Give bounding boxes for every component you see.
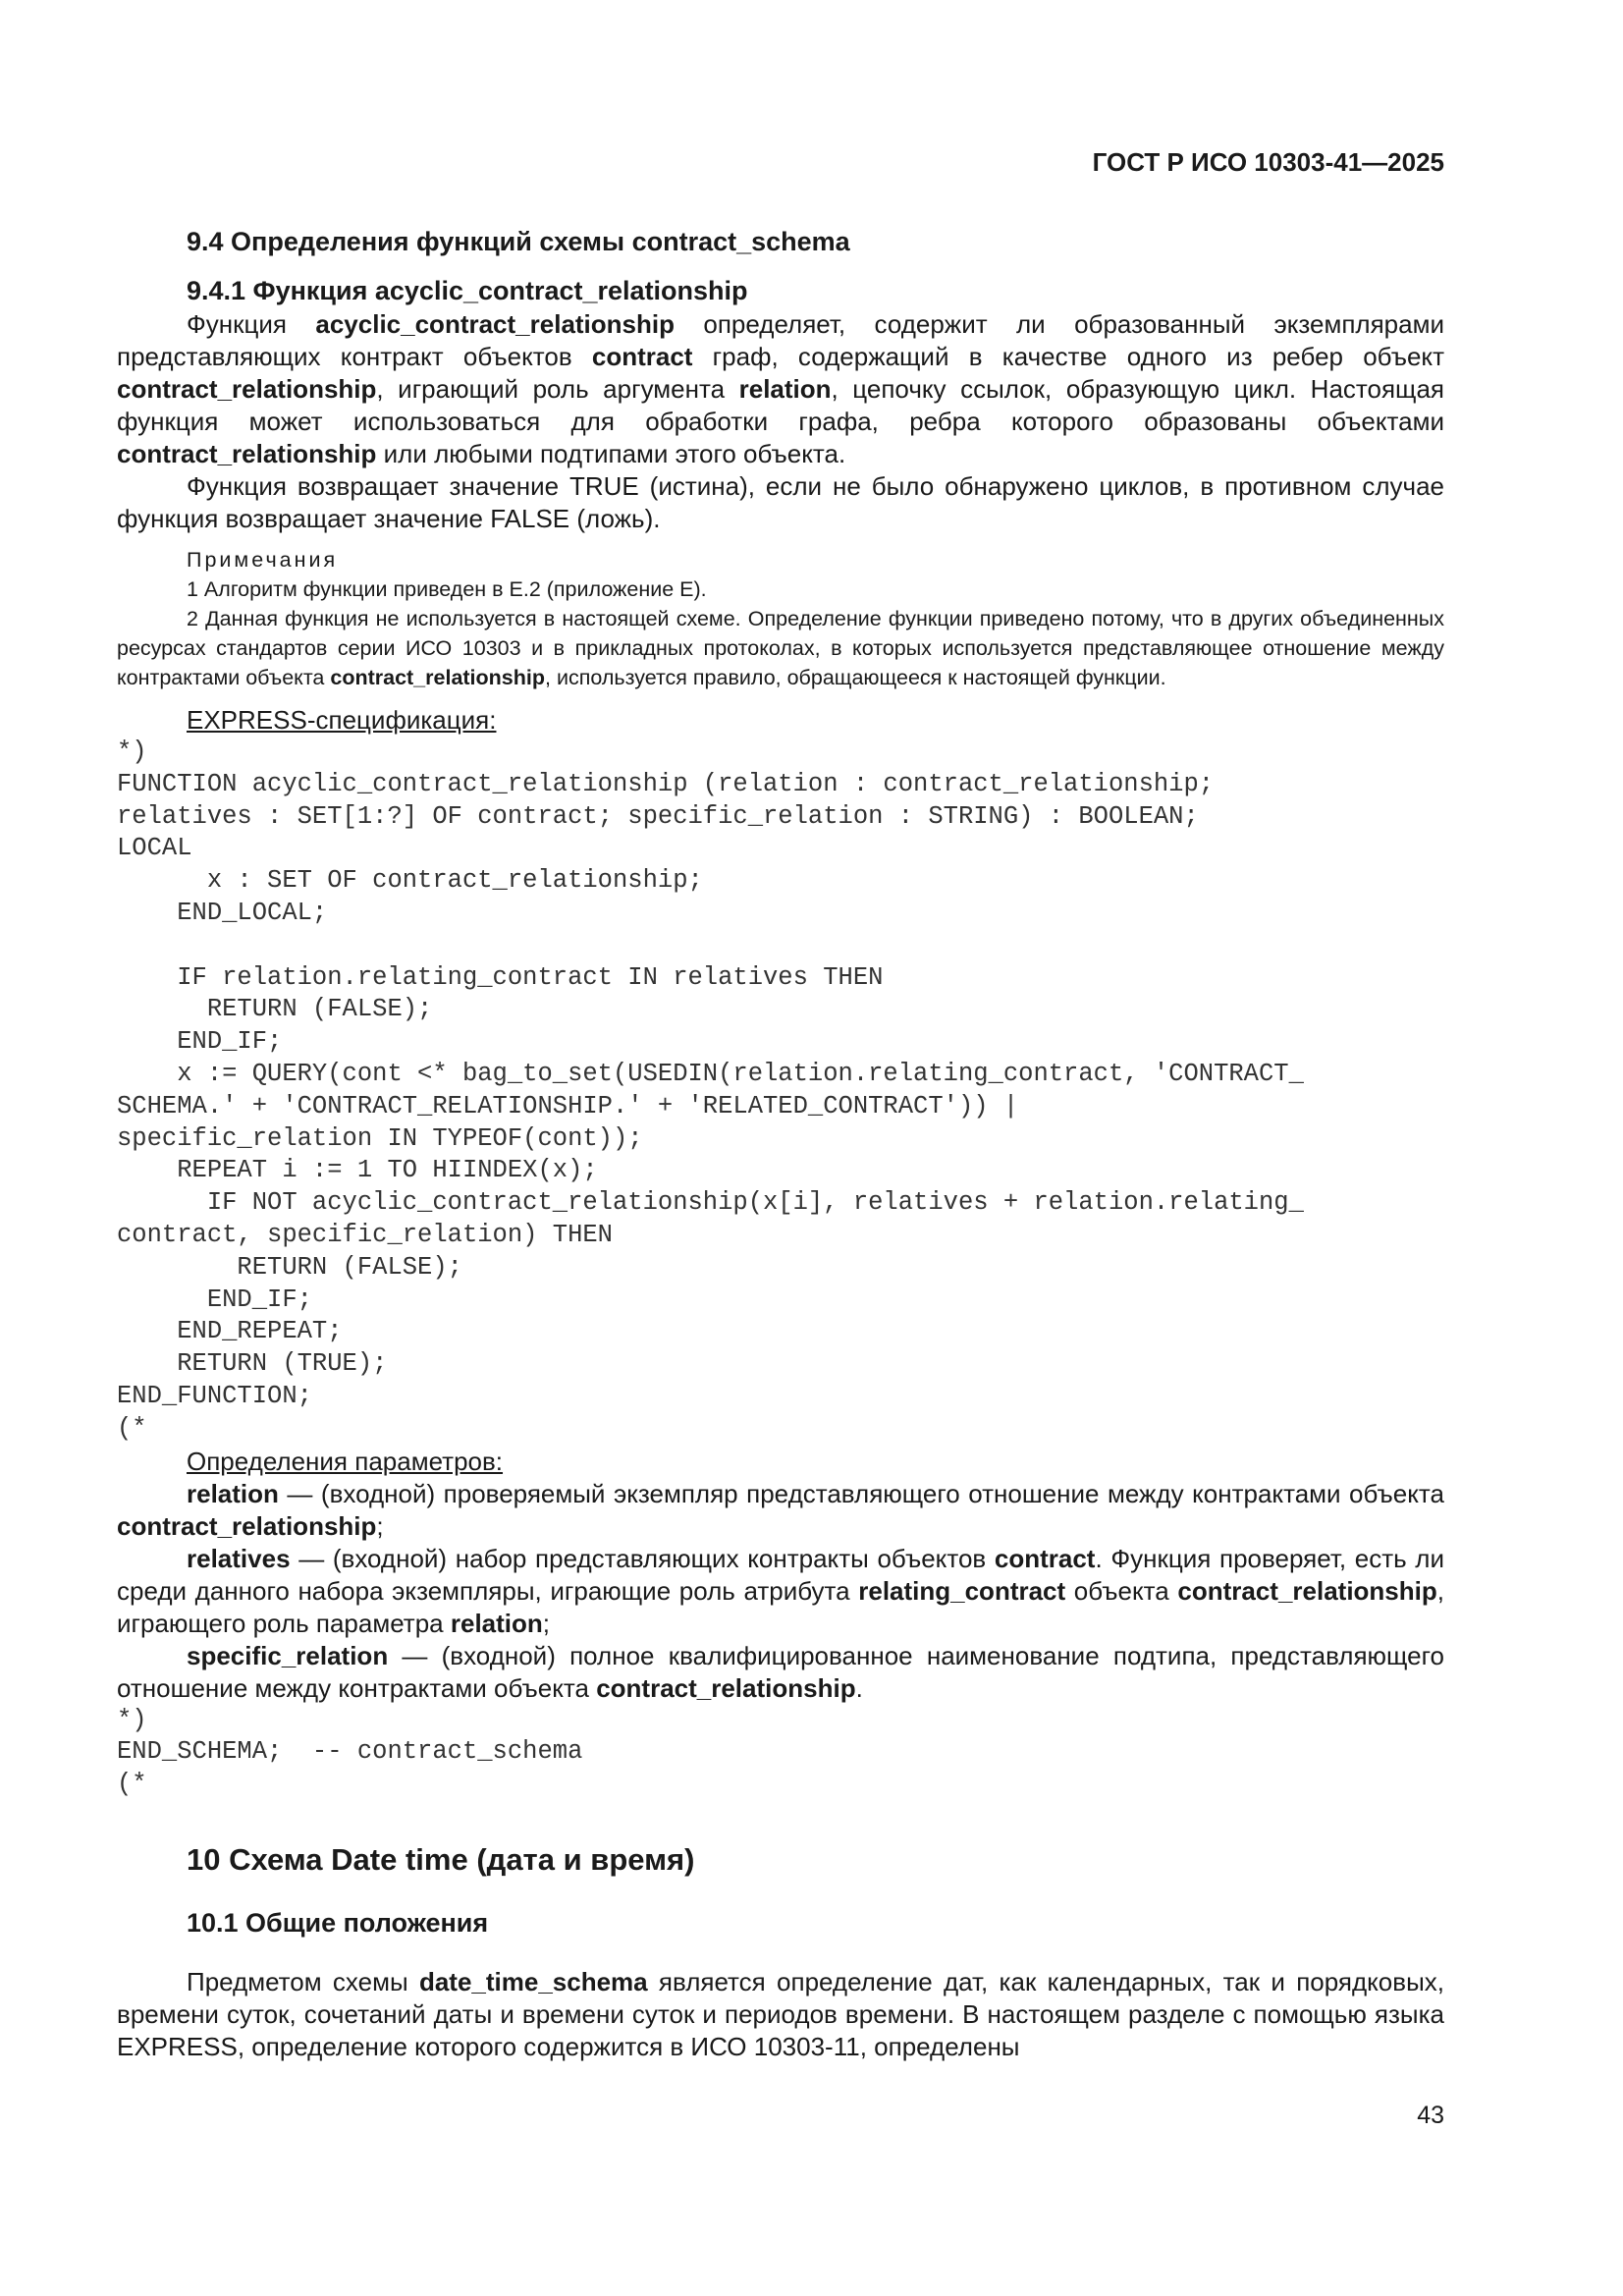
bold-term: relation: [738, 374, 832, 404]
text-run: или любыми подтипами этого объекта.: [376, 439, 846, 468]
heading-9-4: 9.4 Определения функций схемы contract_schema: [187, 227, 850, 256]
section-10: [117, 1840, 1444, 2063]
bold-term: contract_relationship: [117, 1510, 377, 1541]
page-content: [117, 224, 1444, 2063]
text-run: объекта: [1065, 1575, 1178, 1606]
text-run: определяет, содержит ли образованный экземплярами представляющих контракт объектов: [117, 309, 1445, 371]
notes-title: Примечания: [187, 548, 339, 572]
page-number: 43: [1417, 2102, 1444, 2129]
bold-term: contract_relationship: [117, 374, 377, 404]
bold-term: acyclic_contract_relationship: [315, 309, 675, 339]
bold-term: contract: [994, 1543, 1096, 1573]
express-spec-label: EXPRESS-спецификация:: [187, 705, 497, 735]
bold-term: specific_relation: [187, 1640, 389, 1670]
text-run: ;: [376, 1510, 384, 1541]
heading-10: 10 Схема Date time (дата и время): [187, 1841, 695, 1877]
text-run: — (входной) проверяемый экземпляр представляющего отношение между контрактами объекта: [278, 1478, 1444, 1508]
text-run: граф, содержащий в качестве одного из ребер объект: [692, 342, 1444, 371]
param-specific-relation: [117, 1640, 1444, 1705]
bold-term: contract_relationship: [330, 666, 545, 689]
note-1: 1 Алгоритм функции приведен в Е.2 (приложение Е).: [187, 577, 707, 601]
text-run: . Функция проверяет, есть ли среди данного набора экземпляры, играющие роль атрибута: [117, 1543, 1444, 1606]
parameters-label: Определения параметров:: [187, 1446, 504, 1476]
paragraph-return-value: Функция возвращает значение TRUE (истина), если не было обнаружено циклов, в противном случае функция возвращает значение FALSE (ложь).: [117, 471, 1444, 533]
param-relatives: [117, 1543, 1444, 1640]
heading-9-4-1: 9.4.1 Функция acyclic_contract_relationship: [187, 276, 748, 305]
bold-term: relation: [187, 1478, 279, 1508]
text-run: , используется правило, обращающееся к настоящей функции.: [545, 666, 1166, 689]
bold-term: relating_contract: [858, 1575, 1066, 1606]
express-code-end-schema: *) END_SCHEMA; -- contract_schema (*: [117, 1705, 583, 1799]
bold-term: contract_relationship: [1177, 1575, 1437, 1606]
paragraph-date-time-schema: [117, 1966, 1444, 2063]
notes-block: [117, 545, 1444, 692]
text-run: ;: [542, 1608, 551, 1638]
text-run: является определение дат, как календарных, так и порядковых, времени суток, сочетаний даты и времени суток и периодов времени. В настоящем разделе с помощью языка EXPRESS, определение которого содержится в ИСО 10303-11, определены: [117, 1966, 1444, 2061]
text-run: , играющего роль параметра: [117, 1575, 1444, 1638]
express-code-function: *) FUNCTION acyclic_contract_relationship (relation : contract_relationship; relatives : SET[1:?] OF contract; specific_relation : STRING) : BOOLEAN; LOCAL x : SET OF contract_relationship; END_LOCAL; IF relation.relating_contract IN relatives THEN RETURN (FALSE); END_IF; x := QUERY(cont <* bag_to_set(USEDIN(relation.relating_contract, 'CONTRACT_ SCHEMA.' + 'CONTRACT_RELATIONSHIP.' + 'RELATED_CONTRACT')) | specific_relation IN TYPEOF(cont)); REPEAT i := 1 TO HIINDEX(x); IF NOT acyclic_contract_relationship(x[i], relatives + relation.relating_ contract, specific_relation) THEN RETURN (FALSE); END_IF; END_REPEAT; RETURN (TRUE); END_FUNCTION; (*: [117, 738, 1304, 1443]
text-run: .: [855, 1672, 863, 1703]
bold-term: contract: [591, 342, 693, 371]
document-header: ГОСТ Р ИСО 10303-41—2025: [1092, 147, 1444, 177]
bold-term: relatives: [187, 1543, 291, 1573]
bold-term: relation: [450, 1608, 543, 1638]
text-run: — (входной) полное квалифицированное наименование подтипа, представляющего отношение между контрактами объекта: [117, 1640, 1444, 1703]
bold-term: contract_relationship: [117, 439, 377, 468]
text-run: Функция: [187, 309, 316, 339]
text-run: Предметом схемы: [187, 1966, 419, 1996]
text-run: — (входной) набор представляющих контракты объектов: [290, 1543, 995, 1573]
bold-term: date_time_schema: [418, 1966, 648, 1996]
paragraph-function-description: [117, 308, 1444, 470]
text-run: , цепочку ссылок, образующую цикл. Настоящая функция может использоваться для обработки графа, ребра которого образованы объектами: [117, 374, 1444, 436]
bold-term: contract_relationship: [596, 1672, 856, 1703]
heading-10-1: 10.1 Общие положения: [187, 1907, 489, 1938]
note-2: [117, 604, 1444, 692]
param-relation: [117, 1478, 1444, 1543]
text-run: 2 Данная функция не используется в настоящей схеме. Определение функции приведено потому, что в других объединенных ресурсах стандартов серии ИСО 10303 и в прикладных протоколах, в которых используется представляющее отношение между контрактами объекта: [117, 607, 1444, 689]
text-run: , играющий роль аргумента: [376, 374, 739, 404]
